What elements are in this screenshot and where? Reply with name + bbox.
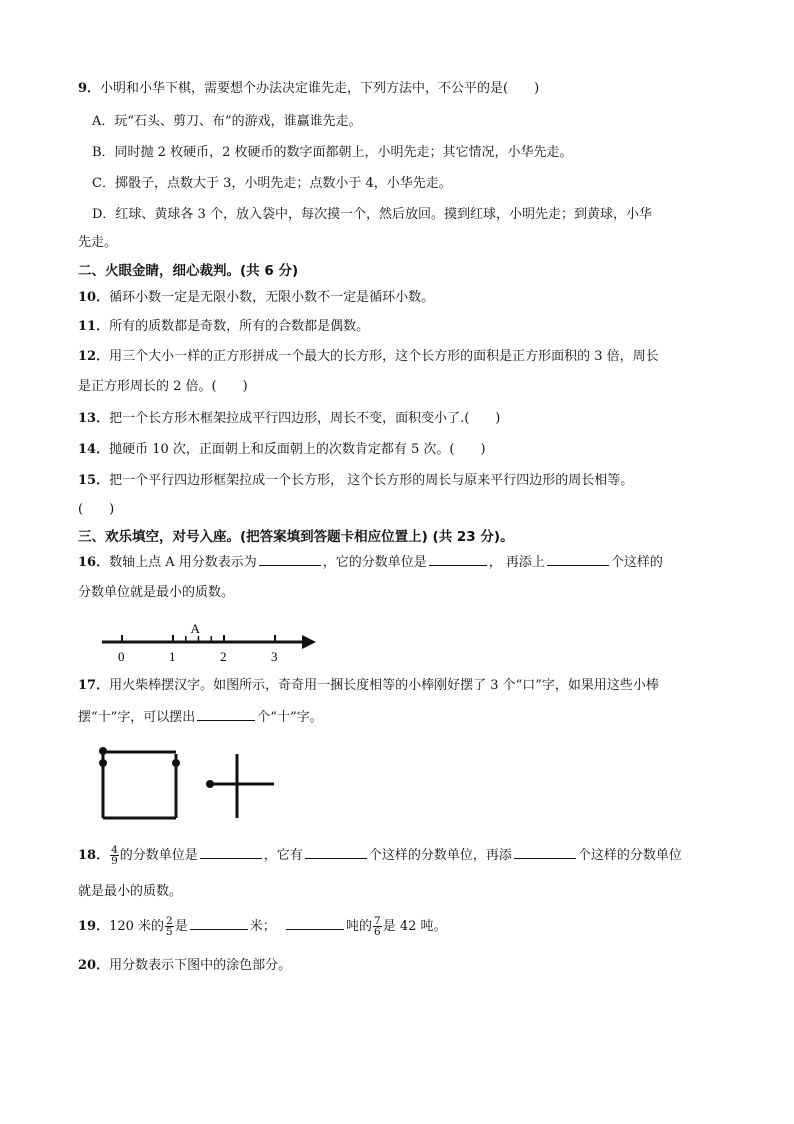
denominator: 5 (166, 926, 173, 938)
answer-blank[interactable] (259, 553, 321, 566)
text-segment: 的分数单位是 (119, 848, 198, 863)
question-text: 把一个长方形木框架拉成平行四边形，周长不变，面积变小了.( ) (109, 411, 501, 426)
question-number: 15． (78, 473, 110, 488)
text-segment: 吨的 (346, 919, 373, 934)
fraction-7-6 (373, 916, 382, 937)
question-number: 14． (78, 442, 110, 457)
text-segment: 120 米的 (109, 919, 165, 934)
q9-option-a[interactable]: A．玩“石头、剪刀、布”的游戏，谁赢谁先走。 (92, 114, 362, 129)
text-segment: 米； (249, 919, 276, 934)
denominator: 6 (374, 926, 381, 938)
answer-blank[interactable] (514, 846, 576, 859)
q10 (78, 289, 434, 307)
q18-cont: 就是最小的质数。 (78, 884, 183, 899)
number-line-figure (98, 620, 338, 670)
text-segment: 数轴上点 A 用分数表示为 (109, 555, 257, 570)
answer-blank[interactable] (305, 846, 367, 859)
q17-cont (78, 708, 323, 727)
text-segment: 摆“十”字，可以摆出 (78, 710, 196, 725)
answer-blank[interactable] (190, 917, 248, 930)
numerator: 7 (374, 915, 381, 927)
q9-option-d-cont: 先走。 (78, 235, 118, 250)
question-number: 18． (78, 848, 110, 863)
question-text: 循环小数一定是无限小数，无限小数不一定是循环小数。 (109, 290, 435, 305)
question-number: 20． (78, 958, 110, 973)
answer-blank[interactable] (197, 708, 255, 721)
tick-label: 3 (271, 649, 278, 664)
q12 (78, 348, 659, 366)
tick-label: 0 (118, 649, 125, 664)
question-number: 16． (78, 555, 110, 570)
fraction-4-9 (110, 845, 119, 866)
q9-option-b[interactable]: B．同时抛 2 枚硬币，2 枚硬币的数字面都朝上，小明先走；其它情况，小华先走。 (92, 145, 573, 160)
text-segment: 是 42 吨。 (382, 919, 447, 934)
text-segment: 用火柴棒摆汉字。如图所示，奇奇用一捆长度相等的小棒刚好摆了 3 个“口”字，如果用这些小棒 (109, 678, 659, 693)
numerator: 2 (166, 915, 173, 927)
q15 (78, 472, 633, 490)
tick-label: 2 (220, 649, 227, 664)
question-text: 用分数表示下图中的涂色部分。 (109, 958, 292, 973)
denominator: 9 (111, 855, 118, 867)
text-segment: 个这样的分数单位 (577, 848, 682, 863)
number-line-tick-labels (118, 649, 278, 664)
q9-option-d[interactable]: D．红球、黄球各 3 个，放入袋中，每次摸一个，然后放回。摸到红球，小明先走；到黄球，小华 (92, 207, 652, 222)
text-segment: 个这样的 (610, 555, 663, 570)
question-text: 小明和小华下棋，需要想个办法决定谁先走，下列方法中，不公平的是( ) (100, 81, 540, 96)
question-number: 13． (78, 411, 110, 426)
text-segment: ， 再添上 (488, 555, 545, 570)
question-number: 12． (78, 349, 110, 364)
text-segment: 是 (174, 919, 188, 934)
numerator: 4 (111, 844, 118, 856)
question-number: 11． (78, 319, 110, 334)
point-a-label: A (190, 621, 200, 636)
q11 (78, 318, 369, 336)
question-text: 所有的质数都是奇数，所有的合数都是偶数。 (109, 319, 370, 334)
q15-cont: ( ) (78, 502, 115, 517)
question-text: 用三个大小一样的正方形拼成一个最大的长方形，这个长方形的面积是正方形面积的 3 倍，周长 (109, 349, 659, 364)
answer-blank[interactable] (286, 917, 344, 930)
match-head-icon (206, 780, 214, 788)
answer-blank[interactable] (547, 553, 609, 566)
q18 (78, 845, 682, 867)
q20 (78, 957, 291, 975)
q13 (78, 410, 500, 428)
question-text: 抛硬币 10 次，正面朝上和反面朝上的次数肯定都有 5 次。( ) (109, 442, 486, 457)
arrow-head-icon (302, 635, 316, 649)
kou-character (103, 752, 176, 818)
match-head-icon (172, 759, 180, 767)
text-segment: 个“十”字。 (257, 710, 323, 725)
shi-character (210, 754, 274, 818)
tick-label: 1 (169, 649, 176, 664)
answer-blank[interactable] (200, 846, 262, 859)
section-3-title: 三、欢乐填空，对号入座。(把答案填到答题卡相应位置上) (共 23 分)。 (78, 529, 514, 545)
answer-blank[interactable] (429, 553, 487, 566)
match-head-icon (99, 747, 107, 755)
question-number: 10． (78, 290, 110, 305)
text-segment: ，它有 (263, 848, 303, 863)
text-segment: 个这样的分数单位，再添 (368, 848, 512, 863)
text-segment: ，它的分数单位是 (322, 555, 427, 570)
q9-option-c[interactable]: C．掷骰子，点数大于 3，小明先走；点数小于 4，小华先走。 (92, 176, 452, 191)
match-head-icon (99, 759, 107, 767)
q17 (78, 677, 659, 695)
matchstick-figure (96, 744, 296, 829)
q19 (78, 916, 447, 938)
question-number: 19． (78, 919, 110, 934)
q14 (78, 441, 486, 459)
fraction-2-5 (165, 916, 174, 937)
section-2-title: 二、火眼金睛，细心裁判。(共 6 分) (78, 263, 299, 279)
question-text: 把一个平行四边形框架拉成一个长方形， 这个长方形的周长与原来平行四边形的周长相等。 (109, 473, 634, 488)
question-number: 17． (78, 678, 110, 693)
question-number: 9． (78, 81, 101, 96)
q16 (78, 553, 663, 572)
q12-cont: 是正方形周长的 2 倍。( ) (78, 379, 248, 394)
q16-cont: 分数单位就是最小的质数。 (78, 585, 235, 600)
q9-stem (78, 80, 539, 98)
